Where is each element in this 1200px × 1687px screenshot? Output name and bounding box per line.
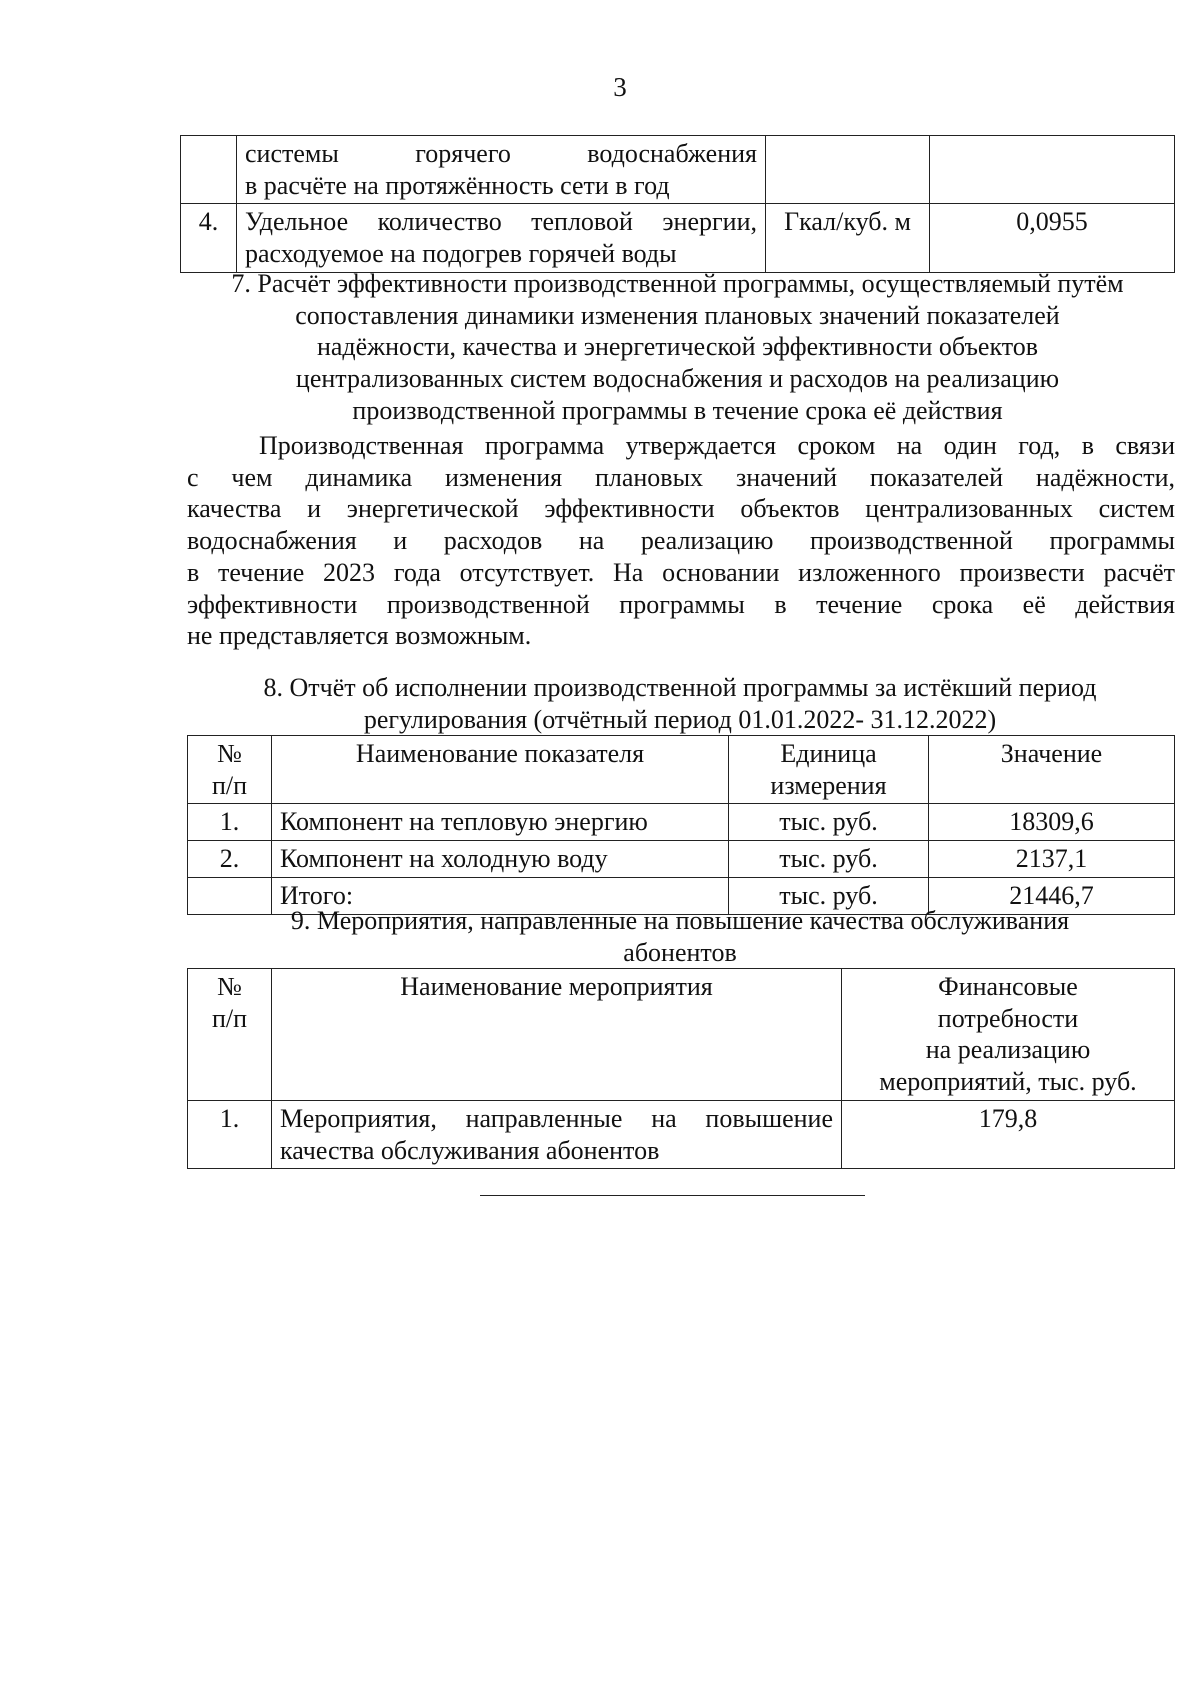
table-row [181, 204, 1175, 272]
page-number: 3 [613, 72, 627, 102]
table-header-row [188, 969, 1175, 1101]
value-cell: 0,0955 [930, 204, 1175, 272]
end-divider [480, 1195, 865, 1196]
unit-cell: тыс. руб. [729, 877, 929, 914]
value-cell: 18309,6 [929, 804, 1175, 841]
heading-line: производственной программы в течение срока её действия [352, 395, 1003, 425]
header-num-line: № [217, 972, 242, 1001]
header-financial-line: потребности [937, 1003, 1079, 1033]
section-7-paragraph [187, 430, 1175, 652]
section-8-heading [180, 672, 1180, 735]
heading-line: сопоставления динамики изменения плановых значений показателей [295, 300, 1060, 330]
paragraph-line: не представляется возможным. [187, 621, 532, 651]
row-number-cell: 1. [188, 1100, 272, 1168]
row-number-cell: 2. [188, 841, 272, 878]
header-financial-line: на реализацию [925, 1035, 1091, 1065]
row-number-cell: 4. [181, 204, 237, 272]
heading-line: надёжности, качества и энергетической эффективности объектов [316, 332, 1039, 362]
header-num-line: п/п [211, 1003, 248, 1033]
table-row [188, 1100, 1175, 1168]
measure-name-cell [272, 1100, 842, 1168]
heading-line: 9. Мероприятия, направленные на повышение качества обслуживания [290, 906, 1070, 935]
indicators-table-continuation [180, 135, 1175, 273]
row-number-cell: 1. [188, 804, 272, 841]
indicator-name-line: в расчёте на протяжённость сети в год [245, 170, 670, 200]
measure-name-line: качества обслуживания абонентов [280, 1135, 660, 1165]
report-table [187, 735, 1175, 915]
unit-cell: тыс. руб. [729, 841, 929, 878]
header-num [188, 969, 272, 1101]
indicator-name-line: расходуемое на подогрев горячей воды [245, 239, 677, 269]
header-financial [842, 969, 1175, 1101]
measure-name-line: Мероприятия, направленные на повышение [280, 1103, 833, 1133]
heading-line: регулирования (отчётный период 01.01.2022- 31.12.2022) [363, 704, 997, 734]
header-num [188, 736, 272, 804]
paragraph-line: Производственная программа утверждается сроком на один год, в связи [259, 431, 1175, 460]
section-7-heading [180, 268, 1175, 427]
header-financial-line: Финансовые [938, 972, 1078, 1001]
table-header-row [188, 736, 1175, 804]
paragraph-line: в течение 2023 года отсутствует. На основании изложенного произвести расчёт [187, 557, 1175, 587]
paragraph-line: водоснабжения и расходов на реализацию производственной программы [187, 526, 1175, 556]
header-unit-line: измерения [770, 770, 887, 800]
indicator-name-cell: Компонент на холодную воду [272, 841, 729, 878]
paragraph-line: с чем динамика изменения плановых значений показателей надёжности, [187, 462, 1175, 492]
indicator-name-cell: Итого: [272, 877, 729, 914]
header-financial-line: мероприятий, тыс. руб. [879, 1067, 1137, 1097]
indicator-name-cell [237, 136, 766, 204]
indicator-name-cell: Компонент на тепловую энергию [272, 804, 729, 841]
table-row [181, 136, 1175, 204]
value-cell: 2137,1 [929, 841, 1175, 878]
table-row [188, 804, 1175, 841]
unit-cell: тыс. руб. [729, 804, 929, 841]
heading-line: 7. Расчёт эффективности производственной программы, осуществляемый путём [231, 269, 1124, 298]
table-row [188, 841, 1175, 878]
value-cell [930, 136, 1175, 204]
header-unit-line: Единица [780, 739, 877, 768]
row-number-cell [181, 136, 237, 204]
indicator-name-line: Удельное количество тепловой энергии, [245, 207, 757, 237]
header-name: Наименование показателя [272, 736, 729, 804]
indicator-name-cell [237, 204, 766, 272]
indicator-name-line: системы горячего водоснабжения [245, 139, 757, 168]
unit-cell [766, 136, 930, 204]
header-value: Значение [929, 736, 1175, 804]
paragraph-line: эффективности производственной программы в течение срока её действия [187, 589, 1175, 619]
header-num-line: п/п [211, 770, 248, 800]
header-num-line: № [217, 739, 242, 768]
heading-line: централизованных систем водоснабжения и расходов на реализацию [295, 364, 1060, 394]
value-cell: 179,8 [842, 1100, 1175, 1168]
header-unit [729, 736, 929, 804]
header-name: Наименование мероприятия [272, 969, 842, 1101]
heading-line: абонентов [623, 937, 737, 967]
measures-table [187, 968, 1175, 1169]
paragraph-line: качества и энергетической эффективности объектов централизованных систем [187, 494, 1175, 524]
unit-cell: Гкал/куб. м [766, 204, 930, 272]
section-9-heading [180, 905, 1180, 968]
heading-line: 8. Отчёт об исполнении производственной программы за истёкший период [263, 673, 1097, 702]
value-cell: 21446,7 [929, 877, 1175, 914]
